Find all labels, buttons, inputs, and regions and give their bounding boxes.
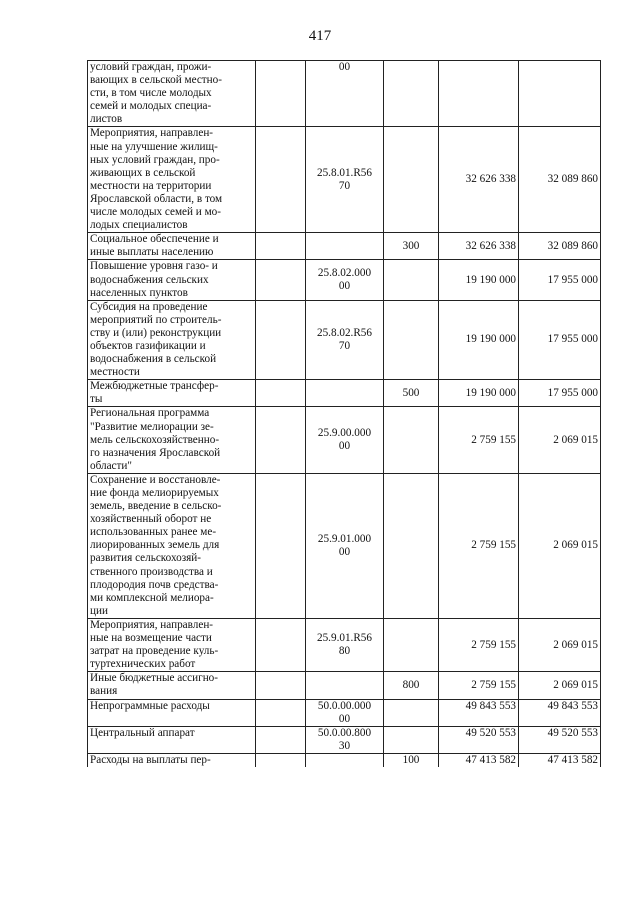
cell-line: Мероприятия, направлен- (90, 618, 214, 631)
empty-cell (256, 260, 306, 300)
cell-line: водоснабжения сельских (90, 273, 209, 286)
table-row (88, 726, 601, 753)
cell-line: сти, в том числе молодых (90, 87, 212, 100)
cell-line: туртехнических работ (90, 658, 196, 671)
table-row (88, 618, 601, 671)
row-vr-cell: 300 (384, 233, 439, 260)
cell-line: 70 (338, 179, 351, 192)
cell-line: 30 (338, 739, 351, 752)
row-vr-cell (384, 61, 439, 127)
empty-cell (256, 473, 306, 618)
cell-line: 70 (338, 339, 351, 352)
row-value-2-cell: 17 955 000 (519, 380, 601, 407)
row-name-cell (88, 380, 256, 407)
empty-cell (256, 61, 306, 127)
row-value-2-cell: 32 089 860 (519, 127, 601, 233)
cell-line: 00 (338, 712, 351, 725)
row-value-1-cell: 19 190 000 (439, 300, 519, 380)
row-value-2-cell: 2 069 015 (519, 672, 601, 699)
cell-line: 25.8.02.000 (317, 266, 372, 279)
row-value-1-cell: 2 759 155 (439, 407, 519, 473)
table-row (88, 473, 601, 618)
cell-line: 25.8.02.R56 (316, 326, 372, 339)
row-value-2-cell: 2 069 015 (519, 618, 601, 671)
cell-line: 25.8.01.R56 (316, 166, 372, 179)
cell-line: земель, введение в сельско- (90, 500, 222, 513)
row-value-2-cell: 17 955 000 (519, 300, 601, 380)
row-name-cell (88, 618, 256, 671)
empty-cell (256, 300, 306, 380)
cell-line: Повышение уровня газо- и (90, 260, 218, 273)
row-code-cell (306, 672, 384, 699)
row-code-cell (306, 473, 384, 618)
row-value-1-cell: 2 759 155 (439, 618, 519, 671)
cell-line: 25.9.01.R56 (316, 632, 372, 645)
row-value-2-cell: 49 520 553 (519, 726, 601, 753)
cell-line: Мероприятия, направлен- (90, 127, 214, 140)
row-value-1-cell: 2 759 155 (439, 672, 519, 699)
cell-line: Расходы на выплаты пер- (90, 753, 211, 766)
row-value-1-cell (439, 61, 519, 127)
row-name-cell (88, 473, 256, 618)
row-vr-cell (384, 260, 439, 300)
row-vr-cell: 800 (384, 672, 439, 699)
cell-line: местности на территории (90, 179, 212, 192)
empty-cell (256, 753, 306, 767)
cell-line: местности (90, 366, 140, 379)
cell-line: семей и молодых специа- (90, 100, 212, 113)
row-value-2-cell: 49 843 553 (519, 699, 601, 726)
row-name-cell (88, 699, 256, 726)
row-code-cell (306, 127, 384, 233)
empty-cell (256, 618, 306, 671)
cell-line: Субсидия на проведение (90, 300, 208, 313)
cell-line: объектов газификации и (90, 339, 206, 352)
empty-cell (256, 127, 306, 233)
cell-line: 00 (338, 545, 351, 558)
table-row (88, 380, 601, 407)
cell-line: населенных пунктов (90, 286, 188, 299)
row-code-cell (306, 618, 384, 671)
row-value-2-cell: 32 089 860 (519, 233, 601, 260)
cell-line: 80 (338, 645, 351, 658)
row-vr-cell (384, 407, 439, 473)
cell-line: условий граждан, прожи- (90, 61, 212, 73)
cell-line: "Развитие мелиорации зе- (90, 420, 214, 433)
cell-line: ми комплексной мелиора- (90, 591, 214, 604)
row-value-1-cell: 2 759 155 (439, 473, 519, 618)
cell-line: ные на улучшение жилищ- (90, 140, 218, 153)
row-code-cell (306, 699, 384, 726)
row-code-cell (306, 233, 384, 260)
empty-cell (256, 380, 306, 407)
cell-line: Иные бюджетные ассигно- (90, 672, 218, 685)
table-row (88, 672, 601, 699)
row-code-cell (306, 726, 384, 753)
row-vr-cell (384, 726, 439, 753)
table-row (88, 407, 601, 473)
cell-line: мель сельскохозяйственно- (90, 433, 220, 446)
budget-table-body (88, 61, 601, 767)
cell-line: 25.9.01.000 (317, 532, 372, 545)
row-code-cell (306, 61, 384, 127)
row-vr-cell (384, 300, 439, 380)
cell-line: водоснабжения в сельской (90, 353, 217, 366)
cell-line: ственного производства и (90, 565, 213, 578)
row-value-1-cell: 49 843 553 (439, 699, 519, 726)
row-code-cell (306, 260, 384, 300)
budget-table (87, 60, 601, 767)
cell-line: ние фонда мелиорируемых (90, 487, 219, 499)
empty-cell (256, 726, 306, 753)
cell-line: вания (90, 685, 118, 698)
cell-line: развития сельскохозяй- (90, 552, 202, 565)
cell-line: Сохранение и восстановле- (90, 473, 221, 486)
row-vr-cell (384, 618, 439, 671)
cell-line: мероприятий по строитель- (90, 313, 222, 326)
row-value-2-cell: 47 413 582 (519, 753, 601, 767)
row-value-2-cell: 2 069 015 (519, 473, 601, 618)
cell-line: листов (90, 113, 123, 126)
cell-line: живающих в сельской (90, 166, 196, 179)
row-code-cell (306, 753, 384, 767)
row-value-1-cell: 19 190 000 (439, 380, 519, 407)
row-value-1-cell: 19 190 000 (439, 260, 519, 300)
row-code-cell (306, 380, 384, 407)
table-row (88, 753, 601, 767)
cell-line: 50.0.00.800 (317, 726, 372, 739)
row-value-2-cell: 17 955 000 (519, 260, 601, 300)
cell-line: использованных ранее ме- (90, 526, 217, 539)
table-row (88, 300, 601, 380)
cell-line: Ярославской области, в том (90, 192, 223, 205)
cell-line: 00 (338, 280, 351, 293)
table-row (88, 699, 601, 726)
cell-line: Центральный аппарат (90, 726, 195, 739)
cell-line: ции (90, 604, 108, 617)
empty-cell (256, 672, 306, 699)
cell-line: Непрограммные расходы (90, 699, 210, 712)
cell-line: ных условий граждан, про- (90, 153, 220, 166)
row-value-1-cell: 32 626 338 (439, 127, 519, 233)
cell-line: затрат на проведение куль- (90, 645, 219, 658)
cell-line: 50.0.00.000 (317, 699, 372, 712)
table-row (88, 61, 601, 127)
table-row (88, 127, 601, 233)
row-name-cell (88, 672, 256, 699)
cell-line: хозяйственный оборот не (90, 513, 212, 526)
cell-line: плодородия почв средства- (90, 578, 219, 591)
cell-line: Региональная программа (90, 407, 210, 420)
cell-line: Межбюджетные трансфер- (90, 380, 219, 393)
row-name-cell (88, 127, 256, 233)
row-value-1-cell: 49 520 553 (439, 726, 519, 753)
empty-cell (256, 699, 306, 726)
row-name-cell (88, 233, 256, 260)
cell-line: Социальное обеспечение и (90, 233, 219, 246)
cell-line: вающих в сельской местно- (90, 74, 222, 87)
row-vr-cell (384, 127, 439, 233)
cell-line: ные на возмещение части (90, 632, 212, 645)
row-value-1-cell: 32 626 338 (439, 233, 519, 260)
cell-line: лиорированных земель для (90, 539, 220, 552)
row-vr-cell: 500 (384, 380, 439, 407)
cell-line: ству и (или) реконструкции (90, 326, 222, 339)
row-value-1-cell: 47 413 582 (439, 753, 519, 767)
row-code-cell (306, 407, 384, 473)
row-name-cell (88, 407, 256, 473)
cell-line: 00 (338, 61, 351, 73)
row-vr-cell (384, 473, 439, 618)
empty-cell (256, 233, 306, 260)
row-code-cell (306, 300, 384, 380)
cell-line: 25.9.00.000 (317, 427, 372, 440)
row-value-2-cell: 2 069 015 (519, 407, 601, 473)
row-vr-cell: 100 (384, 753, 439, 767)
cell-line: 00 (338, 440, 351, 453)
cell-line: го назначения Ярославской (90, 446, 221, 459)
table-row (88, 233, 601, 260)
cell-line: числе молодых семей и мо- (90, 206, 221, 219)
row-name-cell (88, 61, 256, 127)
row-name-cell (88, 300, 256, 380)
cell-line: лодых специалистов (90, 219, 188, 232)
row-vr-cell (384, 699, 439, 726)
cell-line: иные выплаты населению (90, 246, 214, 259)
page-number: 417 (308, 28, 332, 44)
row-value-2-cell (519, 61, 601, 127)
cell-line: области" (90, 459, 132, 472)
row-name-cell (88, 726, 256, 753)
row-name-cell (88, 260, 256, 300)
cell-line: ты (90, 393, 103, 406)
row-name-cell (88, 753, 256, 767)
table-row (88, 260, 601, 300)
empty-cell (256, 407, 306, 473)
